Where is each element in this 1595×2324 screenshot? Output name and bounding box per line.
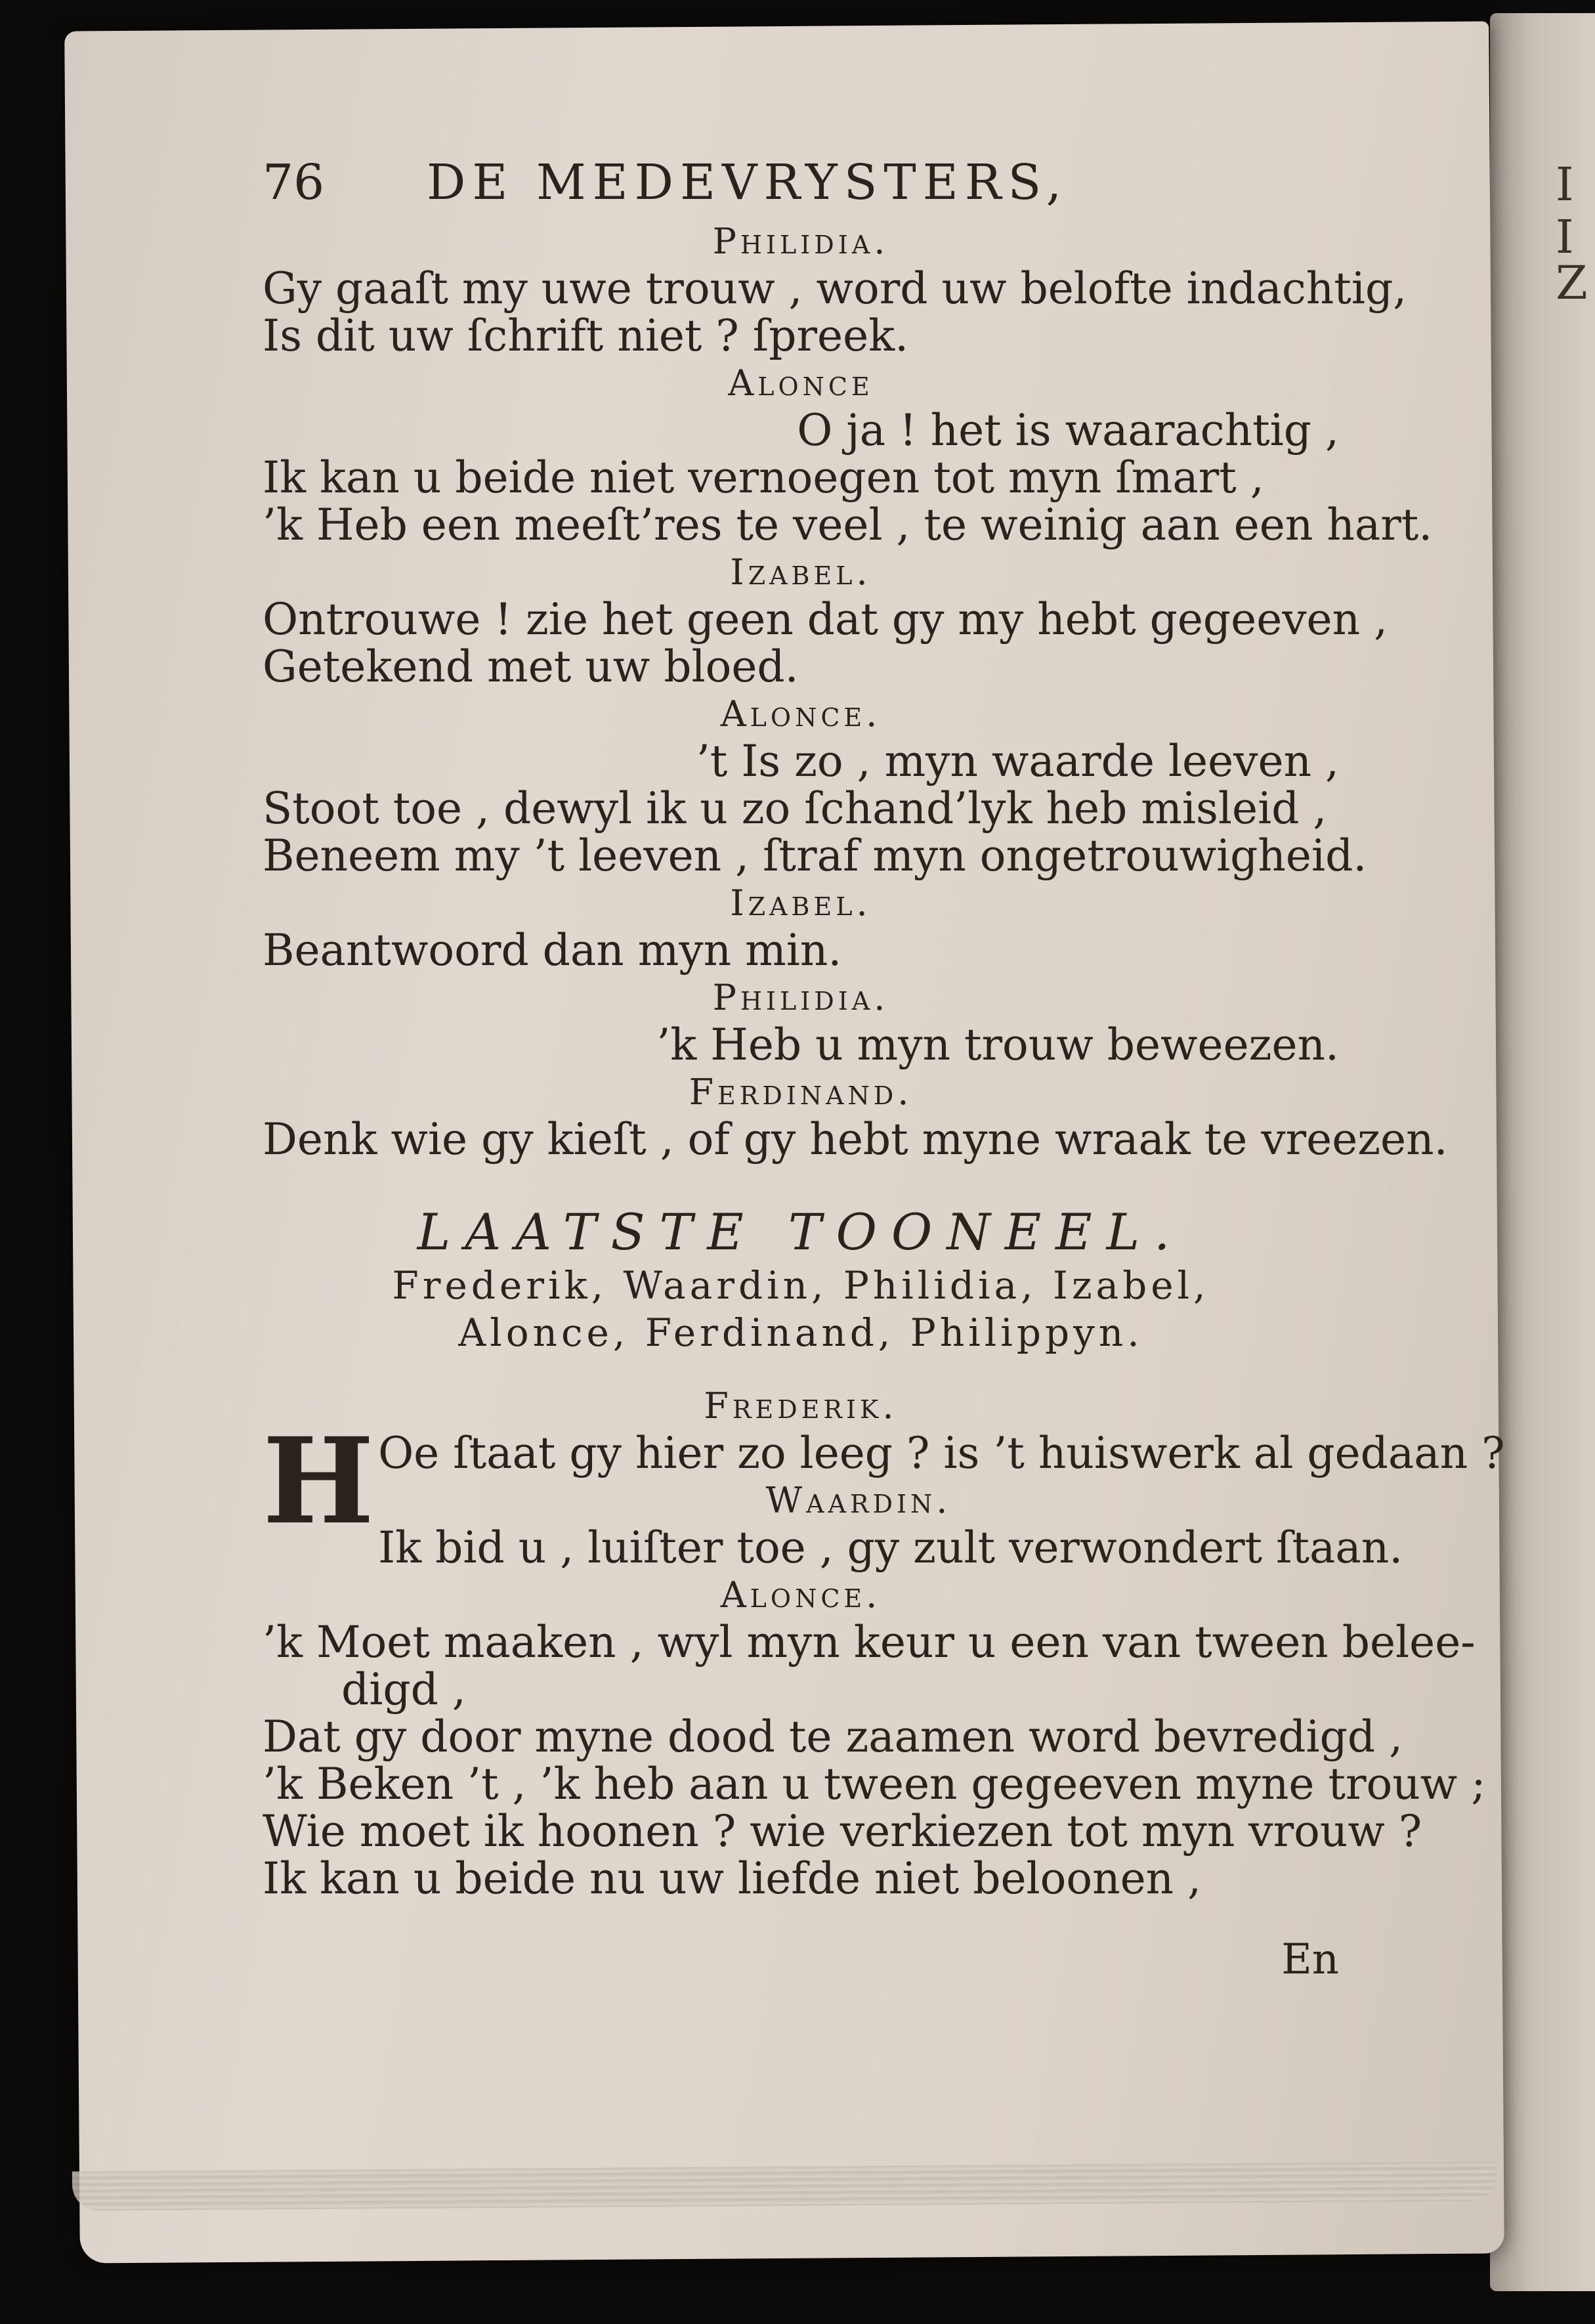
running-header: [263, 151, 1339, 214]
verse-line: ’k Heb een meeſt’res te veel , te weinig aan een hart.: [263, 500, 1433, 550]
verse-line: Wie moet ik hoonen ? wie verkiezen tot myn vrouw ?: [263, 1806, 1422, 1857]
verse-line: Dat gy door myne dood te zaamen word bevredigd ,: [263, 1711, 1403, 1762]
speaker-name: Philidia.: [712, 221, 889, 262]
verse-line: Is dit uw ſchrift niet ? ſpreek.: [263, 311, 909, 361]
verse-line: O ja ! het is waarachtig ,: [797, 405, 1339, 456]
catchword: En: [1281, 1935, 1339, 1984]
verse-line: Ik kan u beide nu uw liefde niet beloonen ,: [263, 1853, 1202, 1904]
speaker-name: Philidia.: [712, 977, 889, 1018]
next-page-fragment: I: [1556, 158, 1574, 211]
verse-line: ’t Is zo , myn waarde leeven ,: [696, 736, 1339, 786]
verse-line: Beantwoord dan myn min.: [263, 925, 842, 976]
verse-line: Beneem my ’t leeven , ſtraf myn ongetrouwigheid.: [263, 830, 1367, 881]
speaker-name: Alonce.: [720, 1574, 882, 1616]
verse-line: ’k Heb u myn trouw beweezen.: [656, 1020, 1339, 1070]
verse-line: ’k Moet maaken , wyl myn keur u een van tween belee-: [263, 1617, 1476, 1668]
next-page-fragment: Z: [1556, 256, 1588, 310]
speaker-name: Alonce: [728, 362, 874, 404]
drop-capital: H: [263, 1412, 375, 1551]
speaker-name: Ferdinand.: [689, 1071, 913, 1113]
verse-line: Gy gaaſt my uwe trouw , word uw belofte indachtig,: [263, 263, 1407, 314]
next-page-fragment: I: [1556, 210, 1574, 264]
running-title: DE MEDEVRYSTERS,: [427, 154, 1069, 211]
dialogue-part-1: [263, 218, 1448, 1165]
page-number: 76: [263, 154, 325, 211]
spacer: [263, 1356, 1339, 1383]
verse-line: Ontrouwe ! zie het geen dat gy my hebt gegeeven ,: [263, 594, 1388, 645]
next-page-edge: [1490, 13, 1595, 2291]
page-text: [263, 151, 1505, 1984]
speaker-name: Alonce.: [720, 693, 882, 735]
verse-line: Denk wie gy kieſt , of gy hebt myne wraak te vreezen.: [263, 1114, 1448, 1165]
verse-line: Getekend met uw bloed.: [263, 641, 799, 692]
verse-line: Ik kan u beide niet vernoegen tot myn ſmart ,: [263, 452, 1264, 503]
speaker-name: Frederik.: [704, 1385, 898, 1427]
cast-line: Frederik, Waardin, Philidia, Izabel,: [392, 1263, 1210, 1308]
verse-line: ’k Beken ’t , ’k heb aan u tween gegeeven myne trouw ;: [263, 1759, 1486, 1809]
dialogue-part-2: [263, 1383, 1505, 1904]
verse-line: Stoot toe , dewyl ik u zo ſchand’lyk heb misleid ,: [263, 783, 1327, 834]
speaker-name: Waardin.: [765, 1480, 952, 1521]
scene-title: LAATSTE TOONEEL.: [417, 1203, 1185, 1261]
speaker-name: Izabel.: [730, 551, 872, 593]
cast-line: Alonce, Ferdinand, Philippyn.: [458, 1310, 1143, 1355]
speaker-name: Izabel.: [730, 882, 872, 924]
verse-line: Ik bid u , luiſter toe , gy zult verwondert ſtaan.: [378, 1522, 1403, 1573]
verse-line: digd ,: [341, 1664, 466, 1715]
verse-text: Oe ſtaat gy hier zo leeg ? is ’t huiswerk al gedaan ?: [378, 1428, 1505, 1478]
